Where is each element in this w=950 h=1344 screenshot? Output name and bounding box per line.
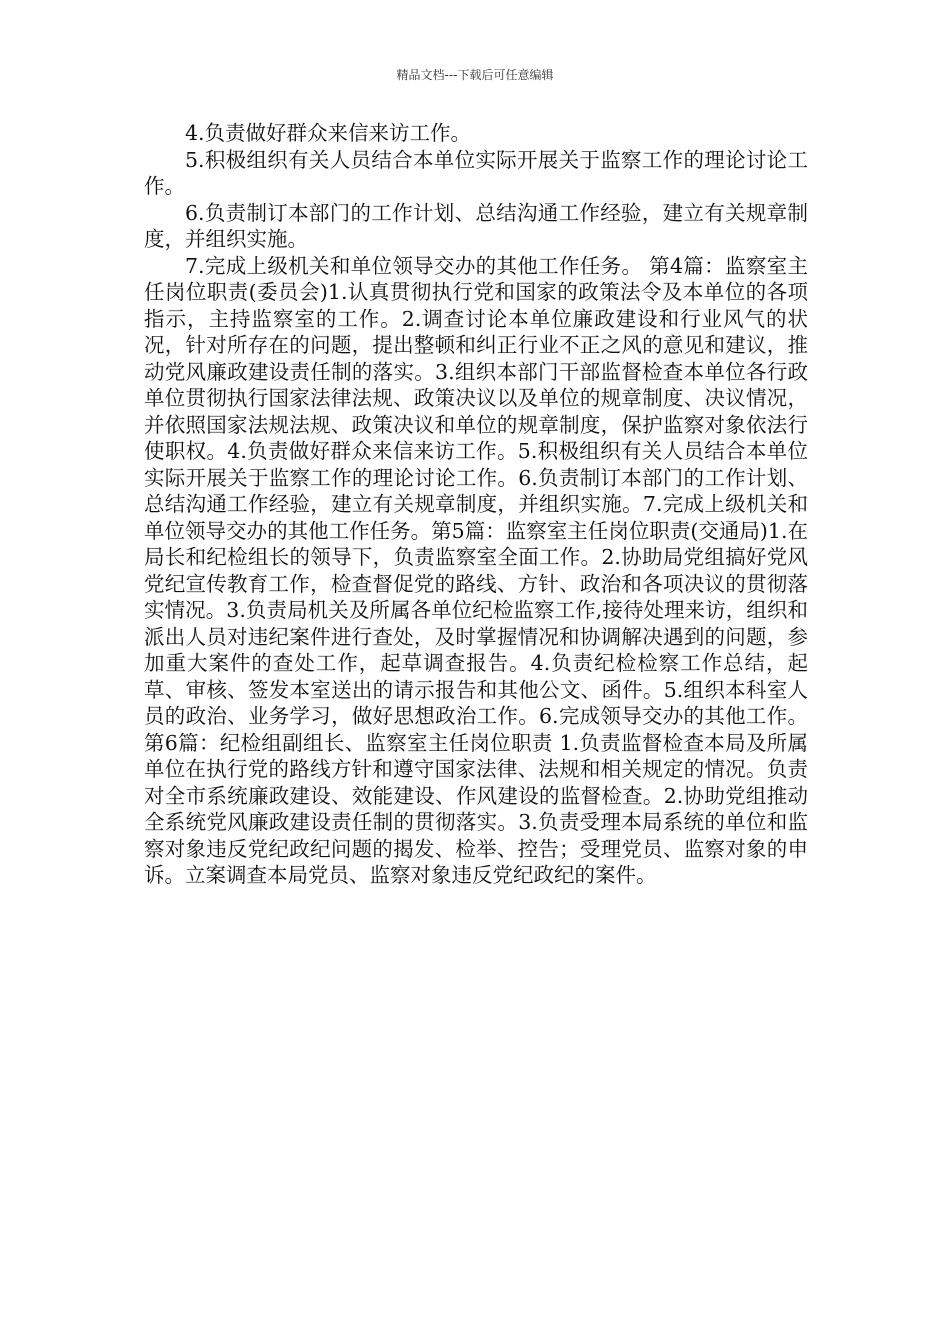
paragraph-item-7-and-sections: 7.完成上级机关和单位领导交办的其他工作任务。 第4篇：监察室主任岗位职责(委员会)1.认真贯彻执行党和国家的政策法令及本单位的各项指示，主持监察室的工作。2.调查讨论本单位廉政建设和行业风气的状况，针对所存在的问题，提出整顿和纠正行业不正之风的意见和建议，推动党风廉政建设责任制的落实。3.组织本部门干部监督检查本单位各行政单位贯彻执行国家法律法规、政策决议以及单位的规章制度、决议情况，并依照国家法规法规、政策决议和单位的规章制度，保护监察对象依法行使职权。4.负责做好群众来信来访工作。5.积极组织有关人员结合本单位实际开展关于监察工作的理论讨论工作。6.负责制订本部门的工作计划、总结沟通工作经验，建立有关规章制度，并组织实施。7.完成上级机关和单位领导交办的其他工作任务。第5篇：监察室主任岗位职责(交通局)1.在局长和纪检组长的领导下，负责监察室全面工作。2.协助局党组搞好党风党纪宣传教育工作，检查督促党的路线、方针、政治和各项决议的贯彻落实情况。3.负责局机关及所属各单位纪检监察工作,接待处理来访，组织和派出人员对违纪案件进行查处，及时掌握情况和协调解决遇到的问题，参加重大案件的查处工作，起草调查报告。4.负责纪检检察工作总结，起草、审核、签发本室送出的请示报告和其他公文、函件。5.组织本科室人员的政治、业务学习，做好思想政治工作。6.完成领导交办的其他工作。第6篇：纪检组副组长、监察室主任岗位职责 1.负责监督检查本局及所属单位在执行党的路线方针和遵守国家法律、法规和相关规定的情况。负责对全市系统廉政建设、效能建设、作风建设的监督检查。2.协助党组推动全系统党风廉政建设责任制的贯彻落实。3.负责受理本局系统的单位和监察对象违反党纪政纪问题的揭发、检举、控告；受理党员、监察对象的申诉。立案调查本局党员、监察对象违反党纪政纪的案件。 [144, 253, 808, 887]
paragraph-item-6: 6.负责制订本部门的工作计划、总结沟通工作经验，建立有关规章制度，并组织实施。 [144, 200, 808, 251]
paragraph-item-5: 5.积极组织有关人员结合本单位实际开展关于监察工作的理论讨论工作。 [144, 147, 808, 198]
document-body [144, 120, 808, 889]
paragraph-item-4: 4.负责做好群众来信来访工作。 [185, 121, 472, 145]
page-header: 精品文档---下载后可任意编辑 [396, 68, 554, 82]
